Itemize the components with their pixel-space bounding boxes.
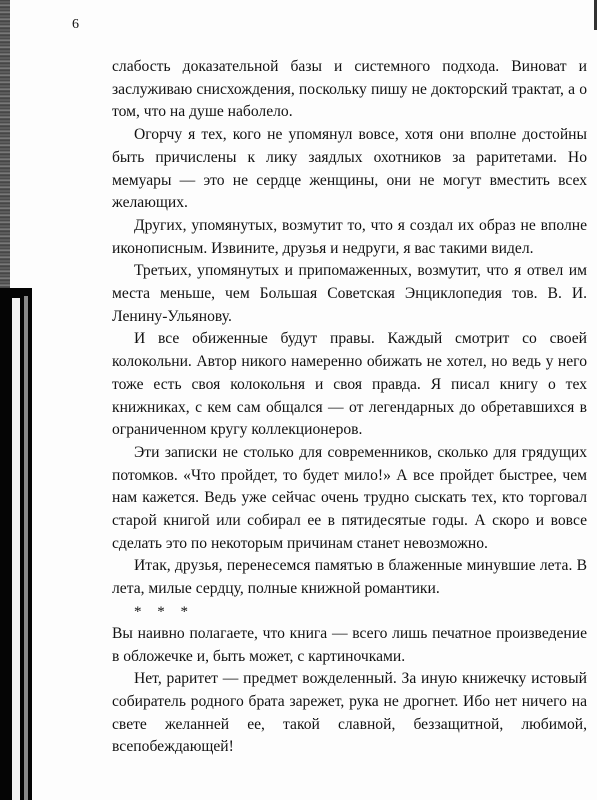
paragraph: Огорчу я тех, кого не упомянул вовсе, хотя они вполне достойны быть причислены к лику заядлых охотников за раритетами. Но мемуары — это не сердце женщины, они не могут вместить всех желающих. bbox=[112, 126, 587, 212]
page-number: 6 bbox=[72, 17, 79, 32]
paragraph: И все обиженные будут правы. Каждый смотрит со своей колокольни. Автор никого намеренно обижать не хотел, но ведь у него тоже есть своя колокольня и своя правда. Я писал книгу о тех книжниках, с кем сам общался — от легендарных до обретавшихся в ограниченном кругу коллекционеров. bbox=[112, 330, 587, 439]
paragraph: Итак, друзья, перенесемся памятью в блаженные минувшие лета. В лета, милые сердцу, полные книжной романтики. bbox=[112, 557, 587, 598]
section-separator: * * * bbox=[134, 603, 194, 620]
body-text bbox=[112, 56, 587, 759]
paragraph: Третьих, упомянутых и припомаженных, возмутит, что я отвел им места меньше, чем Большая Советская Энциклопедия тов. В. И. Ленину-Ульянову. bbox=[112, 262, 587, 325]
section-after-separator bbox=[112, 623, 587, 759]
section-before-separator bbox=[112, 56, 587, 601]
paragraph: слабость доказательной базы и системного подхода. Виноват и заслуживаю снисхождения, поскольку пишу не докторский трактат, а о том, что на душе наболело. bbox=[112, 58, 587, 121]
paragraph: Нет, раритет — предмет вожделенный. За иную книжечку истовый собиратель родного брата зарежет, рука не дрогнет. Ибо нет ничего на свете желанней ее, такой славной, беззащитной, любимой, всепобеждающей! bbox=[112, 670, 587, 756]
paragraph: Эти записки не столько для современников, сколько для грядущих потомков. «Что пройдет, то будет мило!» А все пройдет быстрее, чем нам кажется. Ведь уже сейчас очень трудно сыскать тех, кто торговал старой книгой или собирал ее в пятидесятые годы. А скоро и вовсе сделать это по некоторым причинам станет невозможно. bbox=[112, 443, 587, 552]
scan-binding-highlight bbox=[12, 298, 20, 800]
paragraph: Других, упомянутых, возмутит то, что я создал их образ не вполне иконописным. Извините, друзья и недруги, я вас такими видел. bbox=[112, 216, 587, 257]
paragraph: Вы наивно полагаете, что книга — всего лишь печатное произведение в обложечке и, быть может, с картиночками. bbox=[112, 624, 587, 665]
scan-binding-stripe bbox=[24, 296, 28, 800]
scan-edge-shadow bbox=[0, 0, 10, 300]
